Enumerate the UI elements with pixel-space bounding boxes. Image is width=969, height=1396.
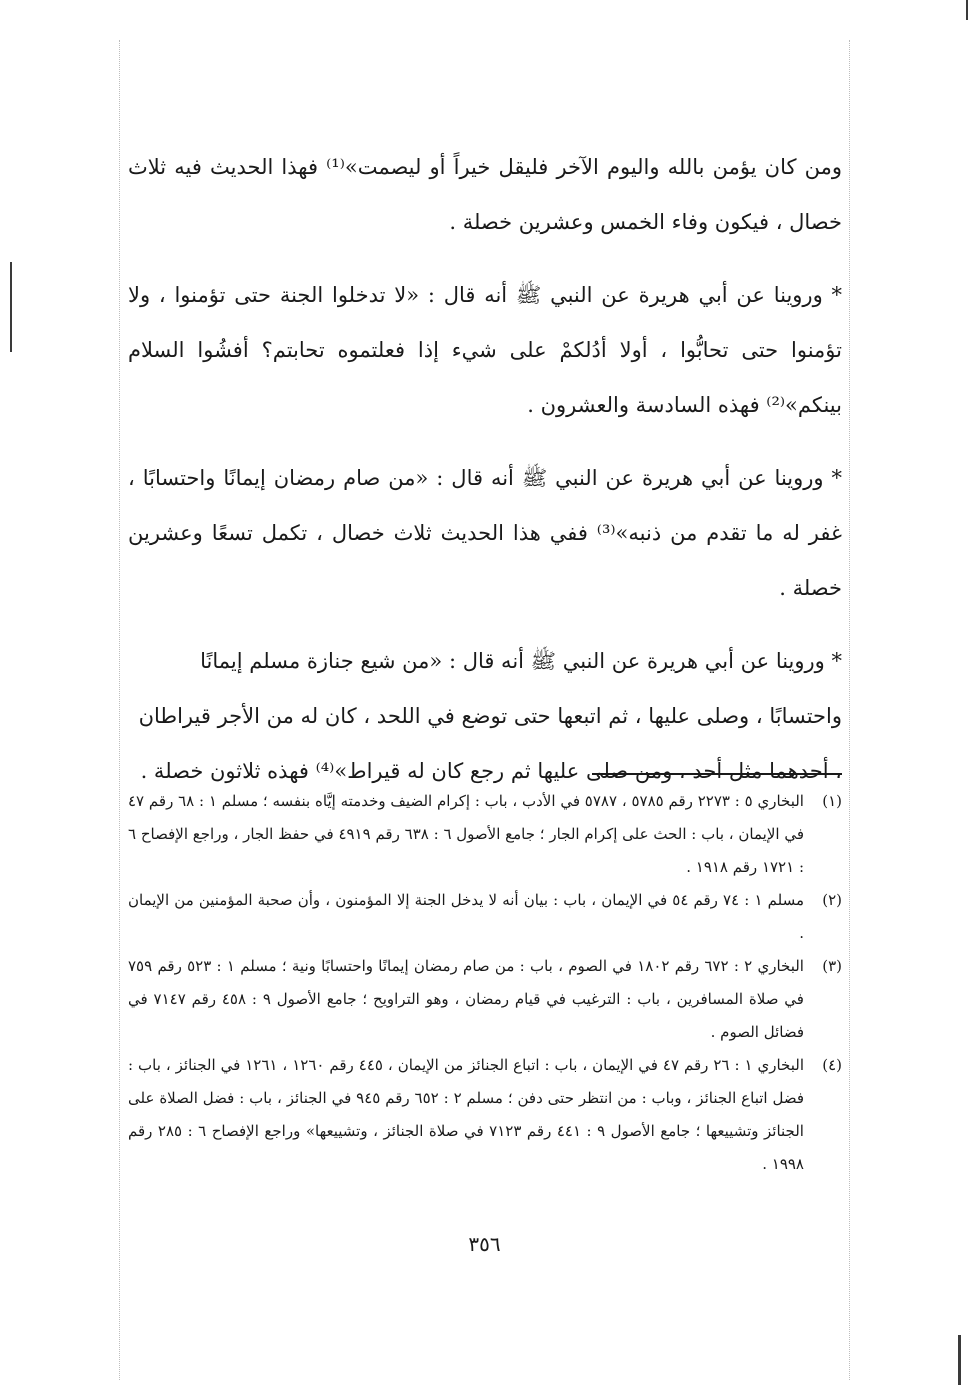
paragraph: ومن كان يؤمن بالله واليوم الآخر فليقل خيراً أو ليصمت»⁽¹⁾ فهذا الحديث فيه ثلاث خصال ، فيكون وفاء الخمس وعشرين خصلة . <box>128 155 842 234</box>
footnote-text: البخاري ٥ : ٢٢٧٣ رقم ٥٧٨٥ ، ٥٧٨٧ في الأدب ، باب : إكرام الضيف وخدمته إيَّاه بنفسه ؛ مسلم ١ : ٦٨ رقم ٤٧ في الإيمان ، باب : الحث على إكرام الجار ؛ جامع الأصول ٦ : ٦٣٨ رقم ٤٩١٩ في حفظ الجار ، وراجع الإفصاح ٦ : ١٧٢١ رقم ١٩١٨ . <box>128 792 805 876</box>
footnote-number: (٤) <box>822 1056 842 1074</box>
footnote-text: البخاري ٢ : ٦٧٢ رقم ١٨٠٢ في الصوم ، باب : من صام رمضان إيمانًا واحتسابًا ونية ؛ مسلم ١ : ٥٢٣ رقم ٧٥٩ في صلاة المسافرين ، باب : الترغيب في قيام رمضان ، وهو التراويح ؛ جامع الأصول ٩ : ٤٥٨ رقم ٧١٤٧ في فضائل الصوم . <box>128 957 804 1041</box>
footnote-number: (٣) <box>822 957 842 975</box>
page-number: ٣٥٦ <box>468 1232 501 1256</box>
scan-edge-line <box>10 262 12 352</box>
footnotes <box>128 785 842 1181</box>
paragraph: * وروينا عن أبي هريرة عن النبي ﷺ أنه قال : «من شيع جنازة مسلم إيمانًا واحتسابًا ، وصلى عليها ، ثم اتبعها حتى توضع في اللحد ، كان له من الأجر قيراطان ، أحدهما مثل أحد ، ومن صلى عليها ثم رجع كان له قيراط»⁽⁴⁾ فهذه ثلاثون خصلة . <box>138 649 842 783</box>
scan-edge-line <box>958 1335 961 1385</box>
footnote-text: البخاري ١ : ٢٦ رقم ٤٧ في الإيمان ، باب : اتباع الجنائز من الإيمان ، ٤٤٥ رقم ١٢٦٠ ، ١٢٦١ في الجنائز ، باب : فضل اتباع الجنائز ، وباب : من انتظر حتى دفن ؛ مسلم ٢ : ٦٥٢ رقم ٩٤٥ في الجنائز ، باب : فضل الصلاة على الجنائز وتشييعها ؛ جامع الأصول ٩ : ٤٤١ رقم ٧١٢٣ في صلاة الجنائز ، وتشييعها» وراجع الإفصاح ٦ : ٢٨٥ رقم ١٩٩٨ . <box>128 1056 805 1173</box>
scan-edge-line <box>966 0 968 20</box>
paragraph: * وروينا عن أبي هريرة عن النبي ﷺ أنه قال : «من صام رمضان إيمانًا واحتسابًا ، غفر له ما تقدم من ذنبه»⁽³⁾ ففي هذا الحديث ثلاث خصال ، تكمل تسعًا وعشرين خصلة . <box>128 466 842 600</box>
footnote-separator <box>592 773 842 775</box>
footnote <box>128 884 842 950</box>
footnote <box>128 950 842 1049</box>
paragraph: * وروينا عن أبي هريرة عن النبي ﷺ أنه قال : «لا تدخلوا الجنة حتى تؤمنوا ، ولا تؤمنوا حتى تحابُّوا ، أولا أدُلكمْ على شيء إذا فعلتموه تحابتم؟ أفشُوا السلام بينكم»⁽²⁾ فهذه السادسة والعشرون . <box>128 283 842 417</box>
footnote-number: (١) <box>822 792 842 810</box>
footnote-number: (٢) <box>822 891 842 909</box>
scan-gutter-line <box>849 40 850 1380</box>
footnote-text: مسلم ١ : ٧٤ رقم ٥٤ في الإيمان ، باب : بيان أنه لا يدخل الجنة إلا المؤمنون ، وأن صحبة المؤمنين من الإيمان . <box>128 891 805 942</box>
footnote <box>128 1049 842 1181</box>
main-text <box>128 140 842 817</box>
scan-gutter-line <box>119 40 120 1380</box>
footnote <box>128 785 842 884</box>
